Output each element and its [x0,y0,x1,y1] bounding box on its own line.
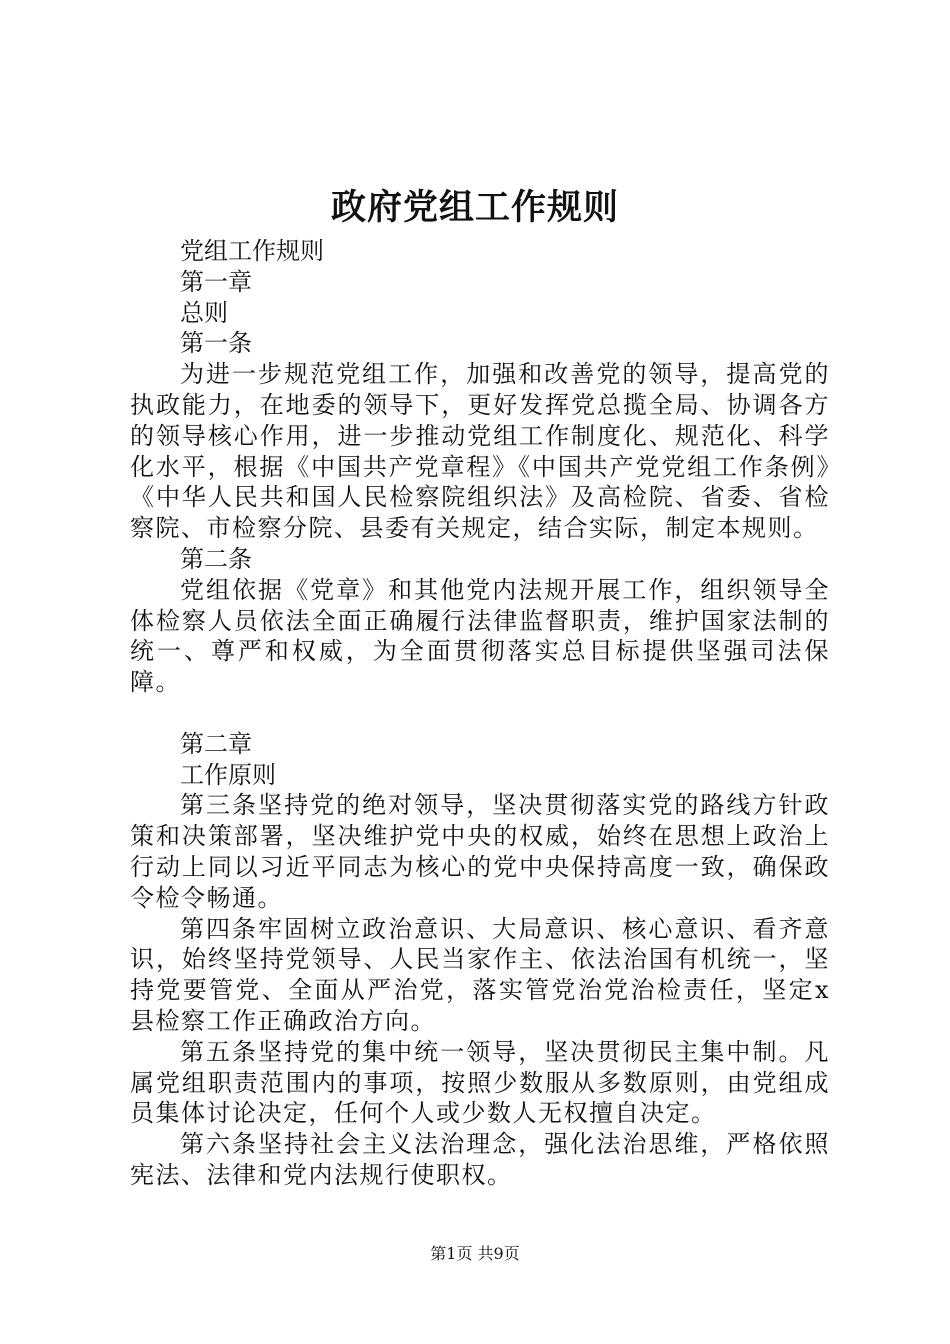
article-4-text: 第四条牢固树立政治意识、大局意识、核心意识、看齐意识，始终坚持党领导、人民当家作主、依法治国有机统一，坚持党要管党、全面从严治党，落实管党治党治检责任，坚定x县检察工作正确政治方向。 [130,914,830,1035]
chapter-2-name: 工作原则 [180,760,276,789]
article-1-text: 为进一步规范党组工作，加强和改善党的领导，提高党的执政能力，在地委的领导下，更好发挥党总揽全局、协调各方的领导核心作用，进一步推动党组工作制度化、规范化、科学化水平，根据《中国共产党章程》《中国共产党党组工作条例》《中华人民共和国人民检察院组织法》及高检院、省委、省检察院、市检察分院、县委有关规定，结合实际，制定本规则。 [130,360,830,543]
document-title: 政府党组工作规则 [330,187,619,228]
document-body [130,236,830,1191]
chapter-1-number: 第一章 [180,267,252,296]
article-6-text: 第六条坚持社会主义法治理念，强化法治思维，严格依照宪法、法律和党内法规行使职权。 [130,1130,830,1189]
article-2-label: 第二条 [180,544,252,573]
article-3-text: 第三条坚持党的绝对领导，坚决贯彻落实党的路线方针政策和决策部署，坚决维护党中央的权威，始终在思想上政治上行动上同以习近平同志为核心的党中央保持高度一致，确保政令检令畅通。 [130,791,830,912]
chapter-2-number: 第二章 [180,729,252,758]
article-5-text: 第五条坚持党的集中统一领导，坚决贯彻民主集中制。凡属党组职责范围内的事项，按照少数服从多数原则，由党组成员集体讨论决定，任何个人或少数人无权擅自决定。 [130,1037,830,1128]
chapter-1-name: 总则 [180,298,228,327]
paragraph-spacer [130,698,830,729]
article-2-text: 党组依据《党章》和其他党内法规开展工作，组织领导全体检察人员依法全面正确履行法律监督职责，维护国家法制的统一、尊严和权威，为全面贯彻落实总目标提供坚强司法保障。 [130,575,830,697]
page-footer [0,1243,950,1265]
page-number: 第1页 共9页 [430,1244,520,1263]
document-heading: 党组工作规则 [180,237,324,265]
article-1-label: 第一条 [180,329,252,358]
